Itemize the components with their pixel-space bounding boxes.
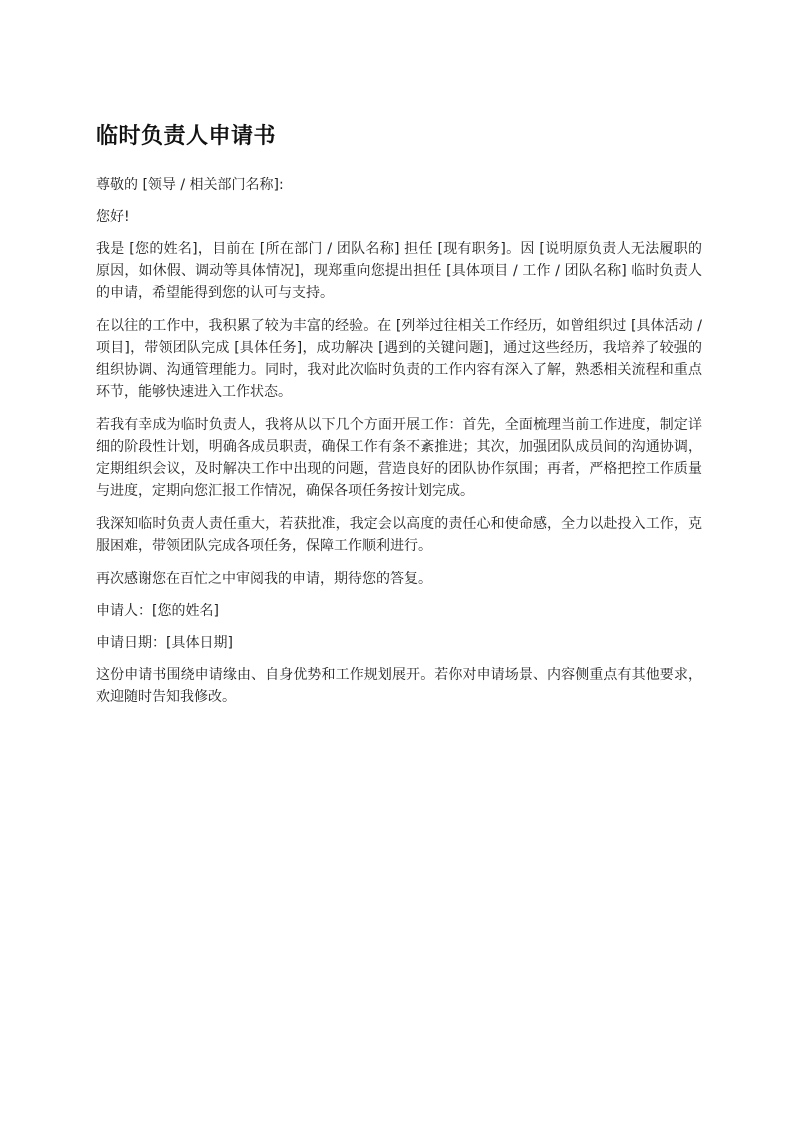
document-body <box>96 120 702 719</box>
paragraph-thanks: 再次感谢您在百忙之中审阅我的申请，期待您的答复。 <box>96 571 432 587</box>
footnote: 这份申请书围绕申请缘由、自身优势和工作规划展开。若你对申请场景、内容侧重点有其他要求，欢迎随时告知我修改。 <box>96 667 702 705</box>
paragraph-reason: 我是 [您的姓名]，目前在 [所在部门 / 团队名称] 担任 [现有职务]。因 [说明原负责人无法履职的原因，如休假、调动等具体情况]，现郑重向您提出担任 [具体项目 / 工作 / 团队名称] 临时负责人的申请，希望能得到您的认可与支持。 <box>96 241 702 301</box>
greeting: 您好! <box>96 209 130 225</box>
paragraph-experience: 在以往的工作中，我积累了较为丰富的经验。在 [列举过往相关工作经历，如曾组织过 [具体活动 / 项目]，带领团队完成 [具体任务]，成功解决 [遇到的关键问题]，通过这些经历，我培养了较强的组织协调、沟通管理能力。同时，我对此次临时负责的工作内容有深入了解，熟悉相关流程和重点环节，能够快速进入工作状态。 <box>96 318 702 400</box>
document-title: 临时负责人申请书 <box>96 124 277 149</box>
applicant-line: 申请人：[您的姓名] <box>96 603 219 619</box>
salutation: 尊敬的 [领导 / 相关部门名称]: <box>96 177 284 193</box>
paragraph-plan: 若我有幸成为临时负责人，我将从以下几个方面开展工作：首先，全面梳理当前工作进度，制定详细的阶段性计划，明确各成员职责，确保工作有条不紊推进；其次，加强团队成员间的沟通协调，定期组织会议，及时解决工作中出现的问题，营造良好的团队协作氛围；再者，严格把控工作质量与进度，定期向您汇报工作情况，确保各项任务按计划完成。 <box>96 417 702 499</box>
paragraph-commitment: 我深知临时负责人责任重大，若获批准，我定会以高度的责任心和使命感，全力以赴投入工作，克服困难，带领团队完成各项任务，保障工作顺利进行。 <box>96 516 702 554</box>
date-line: 申请日期：[具体日期] <box>96 635 233 651</box>
